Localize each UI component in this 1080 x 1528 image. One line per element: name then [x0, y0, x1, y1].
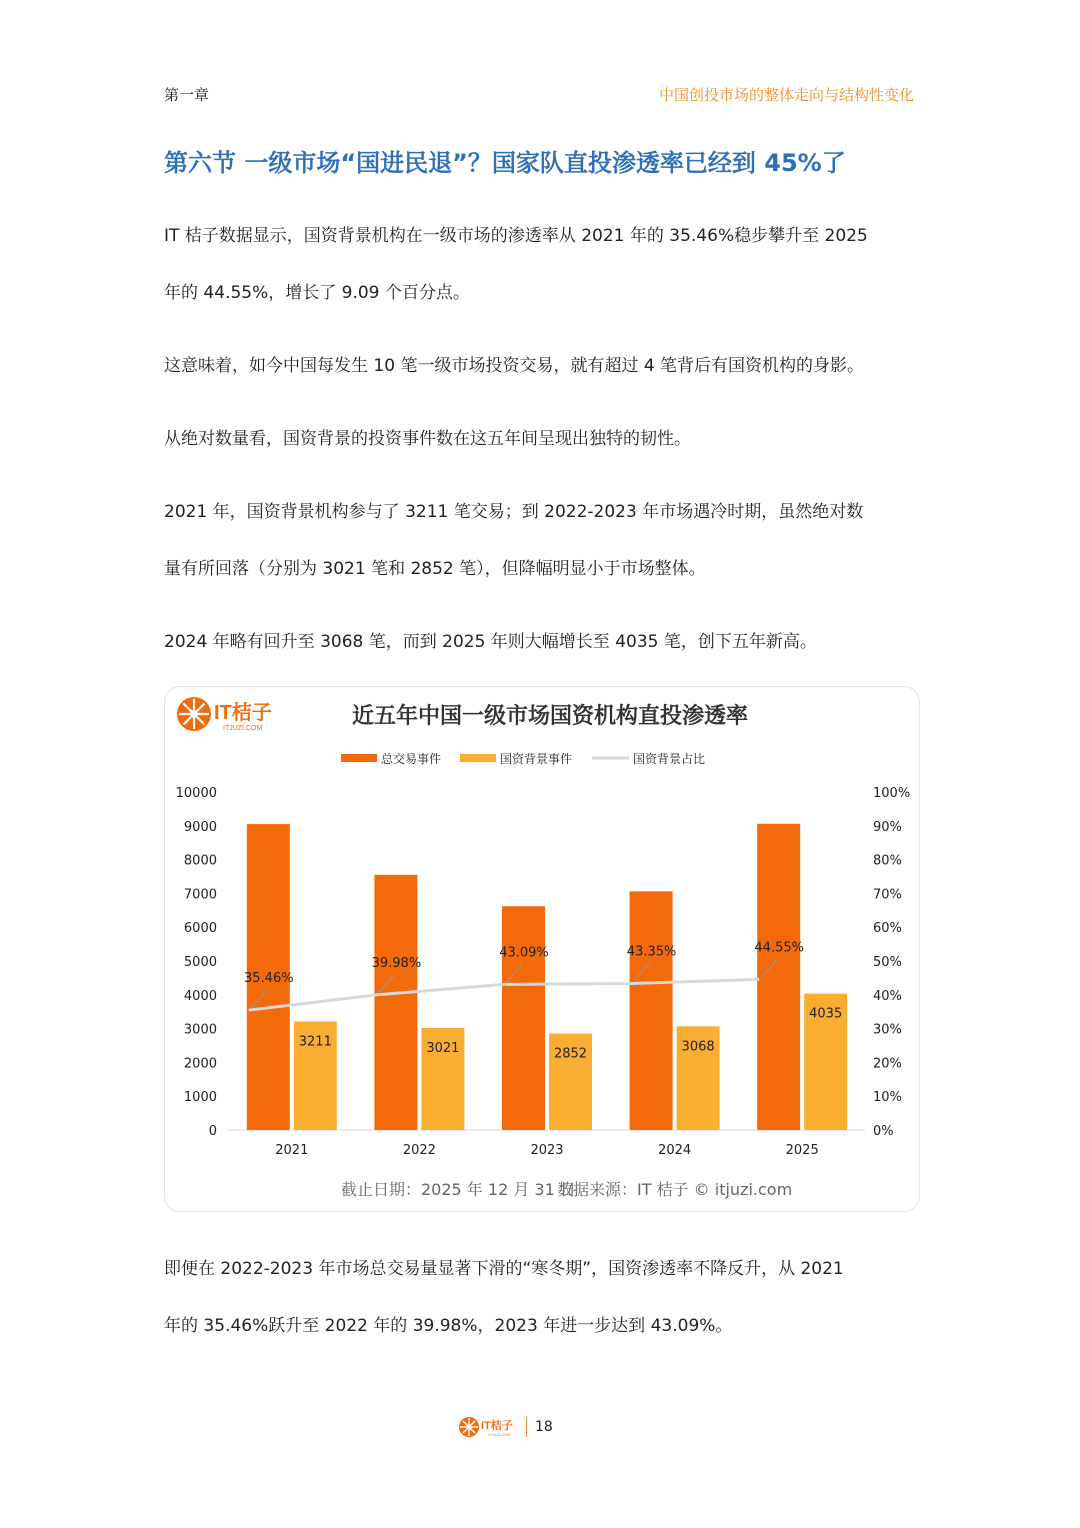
- ratio-data-label: 43.09%: [499, 945, 549, 961]
- y-left-tick-label: 6000: [183, 921, 217, 937]
- bar-state-value-label: 3021: [426, 1040, 460, 1056]
- y-left-tick-label: 9000: [183, 819, 217, 835]
- ratio-data-label: 43.35%: [626, 944, 677, 960]
- y-right-tick-label: 50%: [873, 955, 902, 970]
- paragraph: 即便在 2022-2023 年市场总交易量显著下滑的“寒冬期”，国资渗透率不降反升，从 2021: [164, 1259, 844, 1279]
- bar-state-value-label: 2852: [553, 1046, 588, 1062]
- x-tick-label: 2024: [658, 1143, 692, 1158]
- section-title: 第六节 一级市场“国进民退”？国家队直投渗透率已经到 45%了: [164, 149, 846, 177]
- legend-label-state: 国资背景事件: [500, 752, 573, 766]
- chapter-topic: 中国创投市场的整体走向与结构性变化: [658, 86, 914, 104]
- y-left-tick-label: 3000: [183, 1022, 217, 1038]
- y-left-tick-label: 8000: [183, 853, 217, 869]
- bar-total-events: [630, 891, 673, 1130]
- y-right-tick-label: 40%: [873, 988, 902, 1004]
- bar-total-events: [757, 824, 800, 1130]
- y-left-tick-label: 4000: [183, 988, 217, 1004]
- itjuzi-logo: [177, 697, 272, 732]
- y-right-tick-label: 60%: [873, 921, 902, 937]
- bar-state-value-label: 3211: [298, 1034, 332, 1050]
- ratio-data-label: 44.55%: [754, 940, 804, 956]
- y-left-tick-label: 10000: [175, 786, 217, 801]
- chapter-label: 第一章: [164, 86, 210, 104]
- paragraph: 2021 年，国资背景机构参与了 3211 笔交易；到 2022-2023 年市场遇冷时期，虽然绝对数: [164, 502, 864, 522]
- page-number: 18: [535, 1419, 553, 1435]
- legend-label-ratio: 国资背景占比: [633, 752, 706, 766]
- x-tick-label: 2025: [785, 1143, 819, 1158]
- footer-logo-text: IT桔子: [481, 1420, 513, 1432]
- footer-separator: [526, 1417, 527, 1437]
- paragraph: 这意味着，如今中国每发生 10 笔一级市场投资交易，就有超过 4 笔背后有国资机构的身影。: [164, 356, 865, 376]
- paragraph: 从绝对数量看，国资背景的投资事件数在这五年间呈现出独特的韧性。: [164, 429, 691, 449]
- bar-state-value-label: 3068: [681, 1039, 715, 1055]
- legend-label-total: 总交易事件: [381, 752, 442, 766]
- footer-logo-subtext: ITJUZI.COM: [488, 1432, 511, 1437]
- chart-footnote-date: 截止日期：2025 年 12 月 31 日: [341, 1180, 576, 1199]
- paragraph: 年的 44.55%，增长了 9.09 个百分点。: [164, 283, 470, 303]
- logo-text: IT桔子: [214, 702, 272, 724]
- x-tick-label: 2022: [402, 1143, 436, 1158]
- logo-subtext: ITJUZI.COM: [223, 725, 263, 732]
- page-footer: [458, 1414, 553, 1440]
- paragraph: IT 桔子数据显示，国资背景机构在一级市场的渗透率从 2021 年的 35.46%稳步攀升至 2025: [164, 226, 868, 246]
- y-left-tick-label: 2000: [183, 1056, 217, 1072]
- bar-total-events: [374, 875, 417, 1130]
- paragraph: 年的 35.46%跃升至 2022 年的 39.98%，2023 年进一步达到 43.09%。: [164, 1316, 733, 1336]
- bar-total-events: [502, 906, 545, 1130]
- legend-swatch-total: [341, 754, 377, 762]
- paragraph: 2024 年略有回升至 3068 笔，而到 2025 年则大幅增长至 4035 笔，创下五年新高。: [164, 632, 817, 652]
- legend-swatch-state: [460, 754, 496, 762]
- y-right-tick-label: 70%: [873, 887, 902, 903]
- y-right-tick-label: 10%: [873, 1090, 902, 1106]
- chart: [165, 687, 919, 1211]
- y-right-tick-label: 100%: [873, 786, 911, 801]
- y-left-tick-label: 7000: [183, 887, 217, 903]
- ratio-data-label: 39.98%: [371, 955, 422, 971]
- y-right-tick-label: 80%: [873, 853, 902, 869]
- chart-legend: [341, 751, 705, 766]
- bar-state-value-label: 4035: [809, 1006, 843, 1022]
- footer-logo: [458, 1414, 518, 1440]
- chart-title: 近五年中国一级市场国资机构直投渗透率: [351, 704, 749, 729]
- y-left-tick-label: 0: [208, 1124, 217, 1139]
- x-tick-label: 2023: [530, 1143, 564, 1158]
- y-right-tick-label: 90%: [873, 819, 902, 835]
- y-right-tick-label: 0%: [873, 1124, 894, 1139]
- ratio-data-label: 35.46%: [244, 971, 294, 987]
- paragraph: 量有所回落（分别为 3021 笔和 2852 笔），但降幅明显小于市场整体。: [164, 559, 706, 579]
- chart-footnote-source: 数据来源：IT 桔子 © itjuzi.com: [557, 1180, 793, 1199]
- y-right-tick-label: 20%: [873, 1056, 902, 1072]
- chart-card: [164, 686, 920, 1212]
- y-left-tick-label: 1000: [183, 1090, 217, 1106]
- y-right-tick-label: 30%: [873, 1022, 902, 1038]
- y-left-tick-label: 5000: [183, 955, 217, 970]
- x-tick-label: 2021: [275, 1143, 309, 1158]
